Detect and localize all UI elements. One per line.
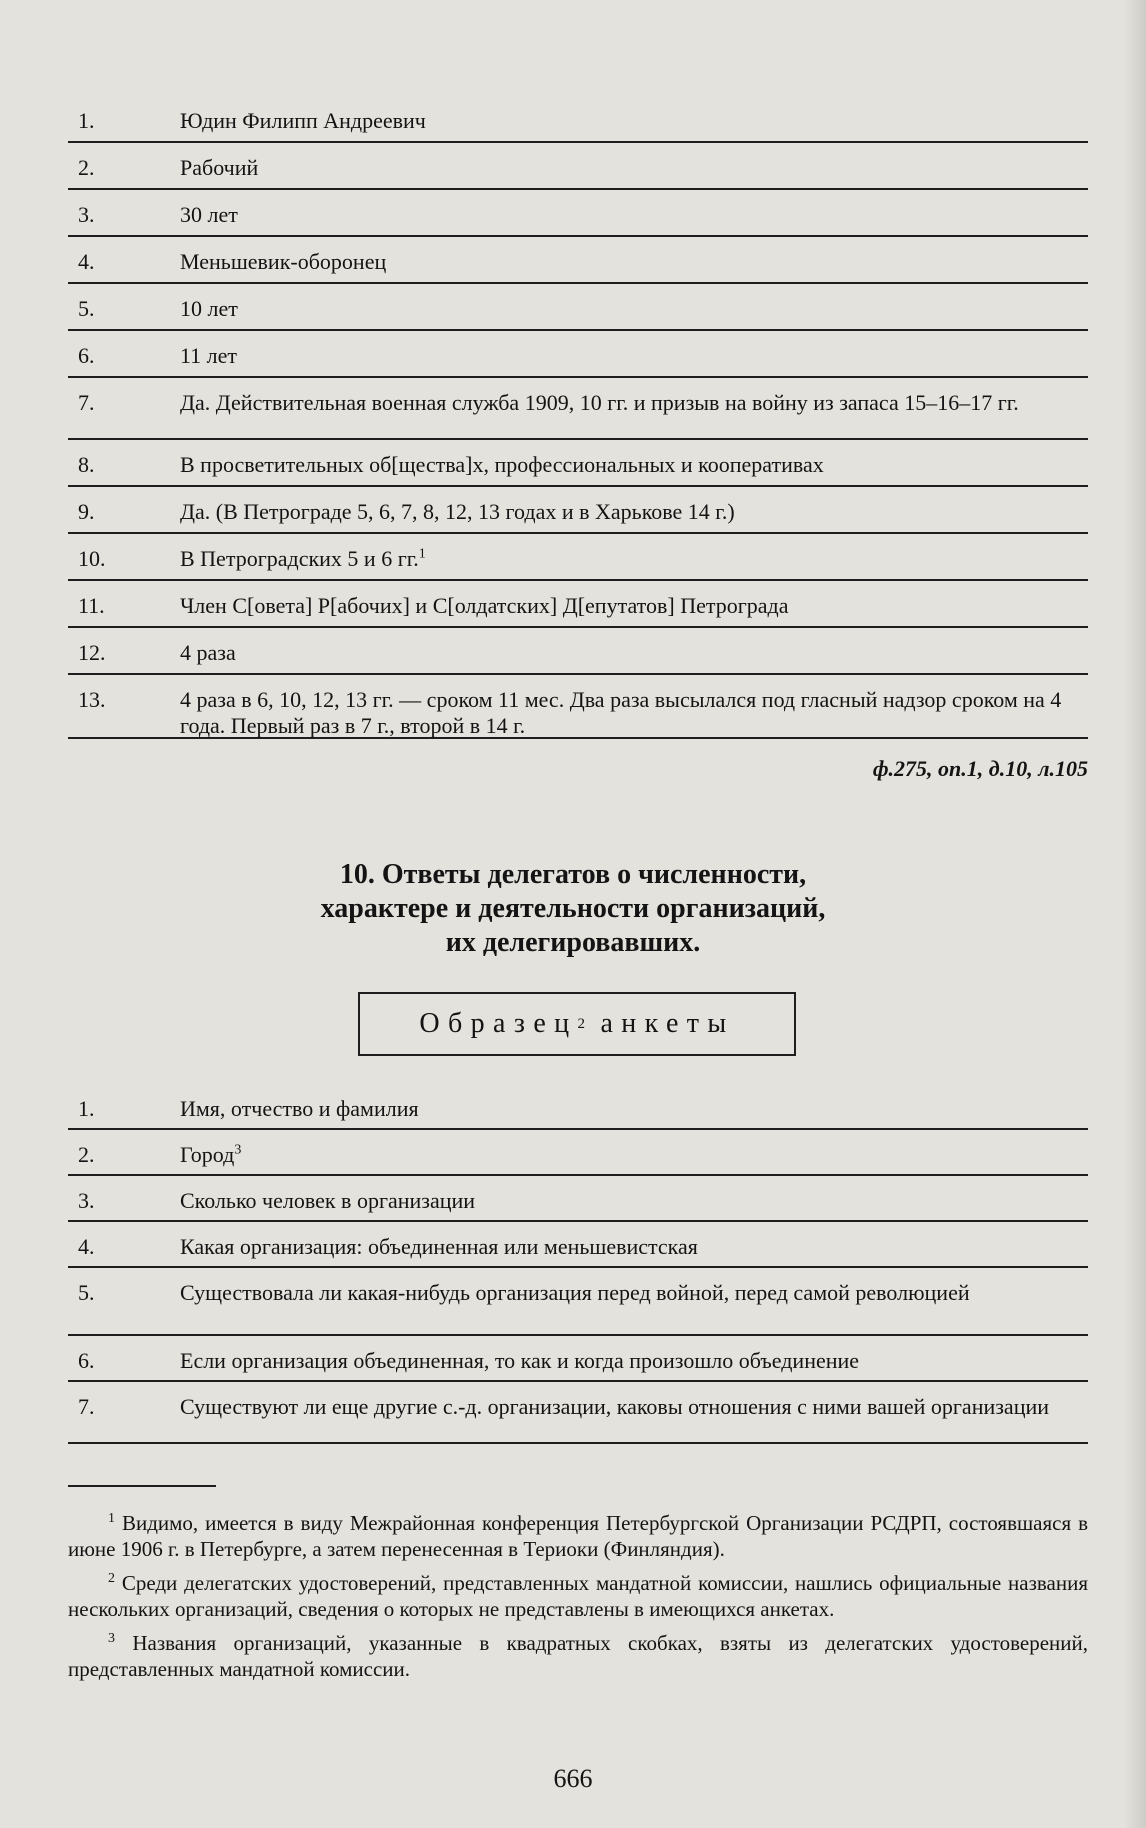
row-answer: 10 лет: [180, 296, 238, 321]
row-answer: Да. (В Петрограде 5, 6, 7, 8, 12, 13 годах и в Харькове 14 г.): [180, 499, 735, 524]
row-answer: 30 лет: [180, 202, 238, 227]
footnote-text: Среди делегатских удостоверений, представленных мандатной комиссии, нашлись официальные названия нескольких организаций, сведения о которых не представлены в имеющихся анкетах.: [68, 1571, 1088, 1621]
table-row: [68, 143, 1088, 190]
table-row: [68, 1336, 1088, 1382]
row-number: 11.: [78, 593, 105, 618]
sample-questionnaire-heading: [358, 992, 796, 1056]
row-number: 10.: [78, 546, 106, 571]
footnote-mark: 3: [108, 1631, 115, 1646]
row-number: 4.: [78, 1234, 95, 1259]
row-number: 6.: [78, 343, 95, 368]
row-question: [180, 1142, 1088, 1168]
row-number: 12.: [78, 640, 106, 665]
row-answer: 4 раза в 6, 10, 12, 13 гг. — сроком 11 мес. Два раза высылался под гласный надзор сроком на 4 года. Первый раз в 7 г., второй в 14 г.: [180, 687, 1062, 738]
row-question: Существуют ли еще другие с.-д. организации, каковы отношения с ними вашей организации: [180, 1394, 1050, 1419]
row-number: 8.: [78, 452, 95, 477]
row-question-text: Город: [180, 1142, 235, 1167]
footnote: [68, 1626, 1088, 1682]
row-number: 5.: [78, 1280, 95, 1305]
row-number: 2.: [78, 155, 95, 180]
table-row: [68, 1222, 1088, 1268]
section-title-line: характере и деятельности организаций,: [320, 893, 826, 924]
row-answer: Член С[овета] Р[абочих] и С[олдатских] Д[епутатов] Петрограда: [180, 593, 789, 618]
sample-heading-word: анкеты: [600, 1008, 735, 1039]
row-question: Имя, отчество и фамилия: [180, 1096, 419, 1121]
row-answer: Рабочий: [180, 155, 259, 180]
table-row: [68, 190, 1088, 237]
archive-citation: ф.275, оп.1, д.10, л.105: [872, 756, 1088, 781]
row-answer: В просветительных об[щества]х, профессиональных и кооперативах: [180, 452, 824, 477]
sample-heading-word: Образец: [419, 1008, 578, 1039]
table-row: [68, 1268, 1088, 1336]
footnote-ref: 2: [577, 1015, 586, 1032]
table-row: [68, 378, 1088, 440]
row-number: 2.: [78, 1142, 95, 1167]
footnote-text: Видимо, имеется в виду Межрайонная конференция Петербургской Организации РСДРП, состоявшаяся в июне 1906 г. в Петербурге, а затем перенесенная в Териоки (Финляндия).: [68, 1511, 1089, 1561]
row-number: 6.: [78, 1348, 95, 1373]
table-row: [68, 581, 1088, 628]
row-question: Существовала ли какая-нибудь организация перед войной, перед самой революцией: [180, 1280, 970, 1305]
footnote: [68, 1506, 1088, 1562]
footnote: [68, 1566, 1088, 1622]
table-row: [68, 1084, 1088, 1130]
questionnaire-answers-table: [68, 96, 1088, 739]
row-answer-text: В Петроградских 5 и 6 гг.: [180, 546, 419, 571]
row-answer: [180, 546, 1088, 572]
row-number: 13.: [78, 687, 106, 712]
table-row: [68, 487, 1088, 534]
row-number: 3.: [78, 1188, 95, 1213]
row-question: Если организация объединенная, то как и когда произошло объединение: [180, 1348, 860, 1373]
row-answer: Юдин Филипп Андреевич: [180, 108, 426, 133]
row-number: 1.: [78, 108, 95, 133]
section-title-line: 10. Ответы делегатов о численности,: [339, 859, 807, 890]
table-row: [68, 675, 1088, 739]
footnote-ref: 1: [418, 546, 426, 562]
table-row: [68, 284, 1088, 331]
section-title-line: их делегировавших.: [445, 927, 701, 958]
table-row: [68, 1382, 1088, 1444]
row-answer: 4 раза: [180, 640, 236, 665]
footnote-ref: 3: [234, 1142, 242, 1158]
footnote-divider: [68, 1485, 216, 1487]
table-row: [68, 237, 1088, 284]
table-row: [68, 96, 1088, 143]
row-number: 9.: [78, 499, 95, 524]
footnote-mark: 2: [108, 1571, 115, 1586]
row-answer: 11 лет: [180, 343, 238, 368]
row-number: 4.: [78, 249, 95, 274]
footnote-text: Названия организаций, указанные в квадратных скобках, взяты из делегатских удостоверений, представленных мандатной комиссии.: [68, 1631, 1089, 1681]
page-number: 666: [553, 1764, 593, 1793]
table-row: [68, 534, 1088, 581]
row-answer: Да. Действительная военная служба 1909, 10 гг. и призыв на войну из запаса 15–16–17 гг.: [180, 390, 1019, 415]
section-title: [0, 858, 1146, 960]
row-number: 3.: [78, 202, 95, 227]
row-number: 5.: [78, 296, 95, 321]
row-question: Сколько человек в организации: [180, 1188, 476, 1213]
row-number: 7.: [78, 390, 95, 415]
row-answer: Меньшевик-оборонец: [180, 249, 387, 274]
table-row: [68, 1130, 1088, 1176]
row-number: 1.: [78, 1096, 95, 1121]
sample-questionnaire-table: [68, 1084, 1088, 1444]
row-number: 7.: [78, 1394, 95, 1419]
footnotes: [68, 1506, 1088, 1686]
table-row: [68, 628, 1088, 675]
table-row: [68, 440, 1088, 487]
row-question: Какая организация: объединенная или меньшевистская: [180, 1234, 698, 1259]
table-row: [68, 331, 1088, 378]
footnote-mark: 1: [108, 1511, 115, 1526]
table-row: [68, 1176, 1088, 1222]
